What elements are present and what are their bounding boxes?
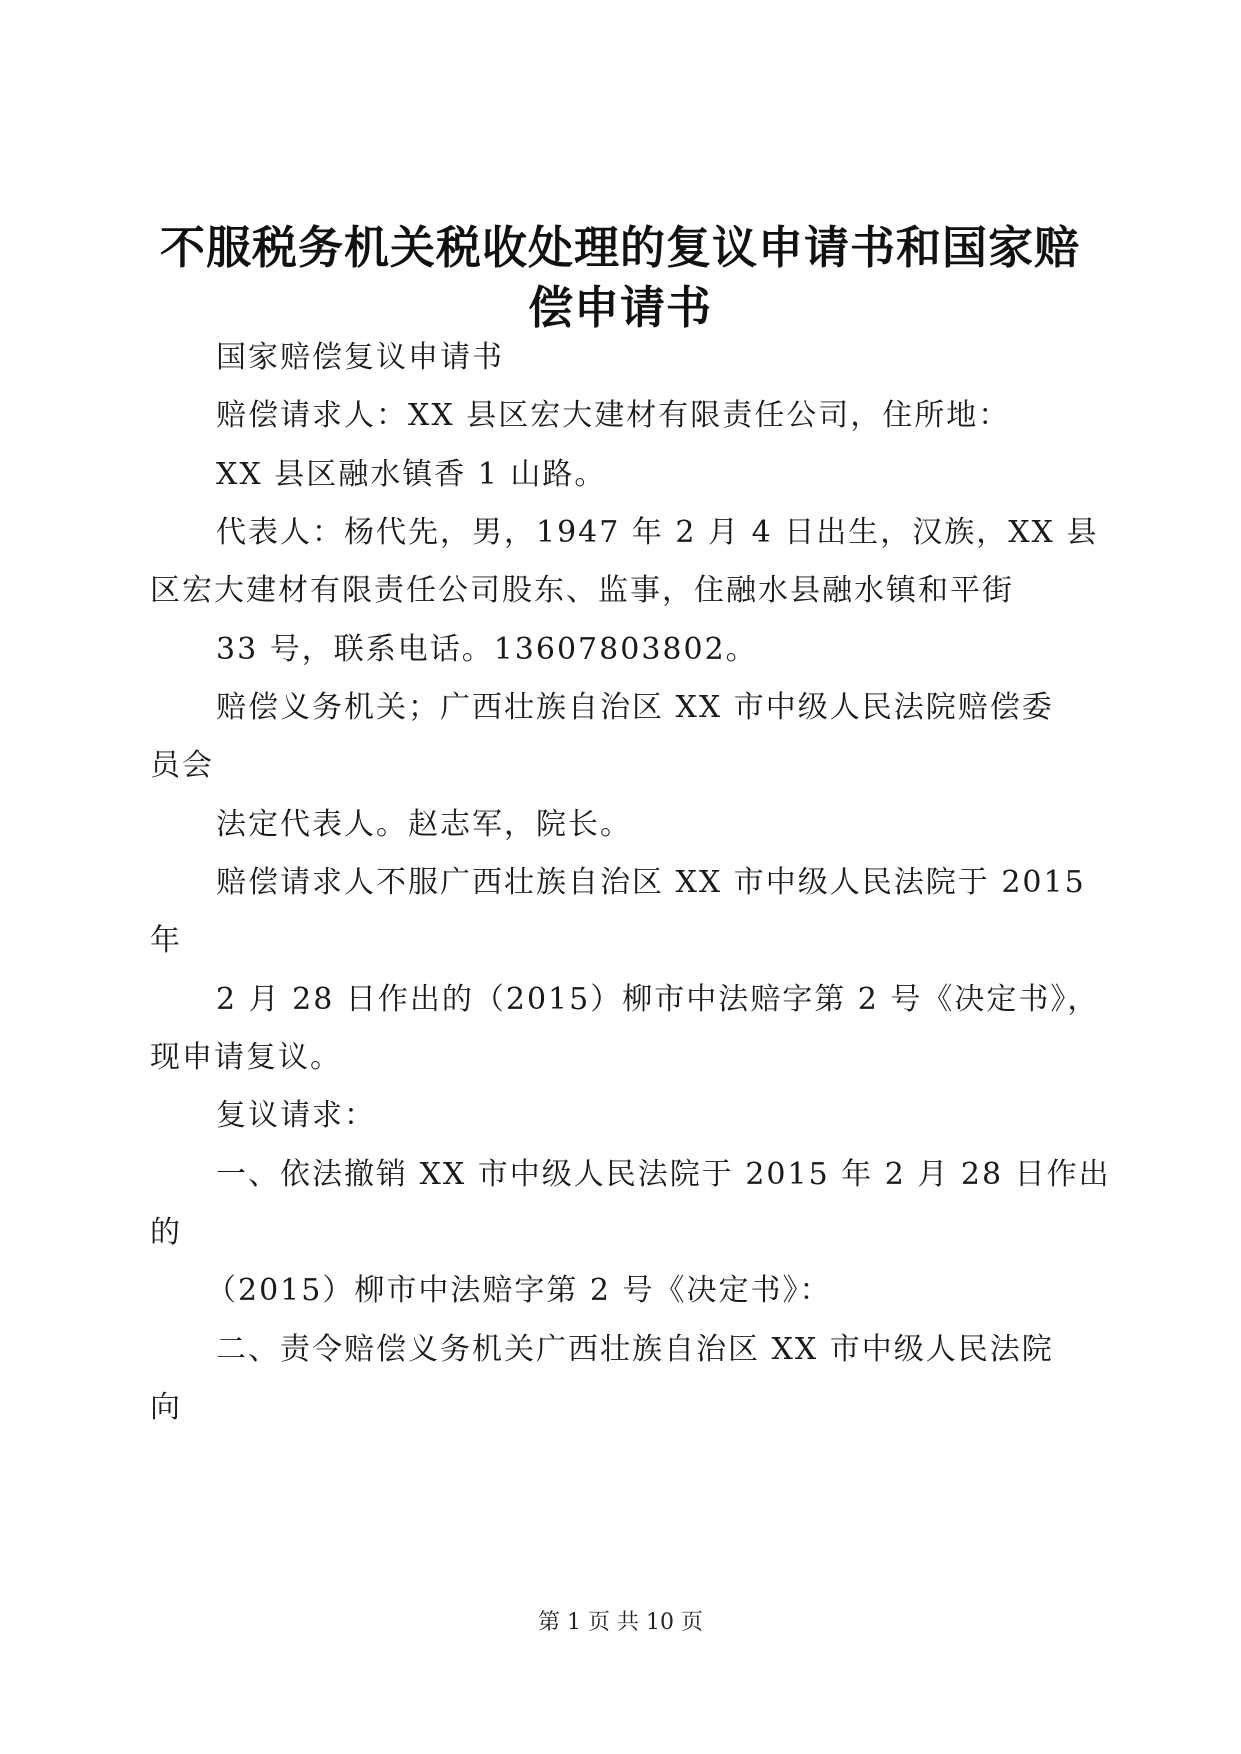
paragraph-line: 复议请求： bbox=[216, 1098, 376, 1133]
paragraph-line: 代表人：杨代先，男，1947 年 2 月 4 日出生，汉族，XX 县 bbox=[216, 515, 1099, 550]
paragraph-line: 赔偿请求人不服广西壮族自治区 XX 市中级人民法院于 2015 bbox=[216, 865, 1086, 900]
paragraph-line: 现申请复议。 bbox=[150, 1040, 342, 1075]
paragraph-line: 向 bbox=[150, 1390, 182, 1425]
paragraph-line: 2 月 28 日作出的（2015）柳市中法赔字第 2 号《决定书》， bbox=[216, 982, 1100, 1017]
paragraph-line: 一、依法撤销 XX 市中级人民法院于 2015 年 2 月 28 日作出 bbox=[216, 1157, 1111, 1192]
paragraph-line: 赔偿请求人：XX 县区宏大建材有限责任公司，住所地： bbox=[216, 398, 1011, 433]
paragraph-line: 员会 bbox=[150, 748, 214, 783]
title-line-2: 偿申请书 bbox=[527, 281, 712, 334]
paragraph-line: XX 县区融水镇香 1 山路。 bbox=[216, 457, 607, 492]
page-number-footer: 第 1 页 共 10 页 bbox=[538, 1610, 703, 1635]
title-line-1: 不服税务机关税收处理的复议申请书和国家赔 bbox=[159, 221, 1080, 274]
paragraph-line: 的 bbox=[150, 1215, 182, 1250]
paragraph-line: （2015）柳市中法赔字第 2 号《决定书》： bbox=[206, 1273, 832, 1308]
paragraph-line: 法定代表人。赵志军，院长。 bbox=[216, 807, 632, 842]
document-title bbox=[150, 218, 1090, 338]
paragraph-line: 年 bbox=[150, 923, 182, 958]
paragraph-line: 二、责令赔偿义务机关广西壮族自治区 XX 市中级人民法院 bbox=[216, 1332, 1054, 1367]
paragraph-line: 国家赔偿复议申请书 bbox=[216, 340, 504, 375]
paragraph-line: 区宏大建材有限责任公司股东、监事，住融水县融水镇和平街 bbox=[150, 573, 1014, 608]
paragraph-line: 33 号，联系电话。13607803802。 bbox=[216, 632, 758, 667]
paragraph-line: 赔偿义务机关；广西壮族自治区 XX 市中级人民法院赔偿委 bbox=[216, 690, 1054, 725]
